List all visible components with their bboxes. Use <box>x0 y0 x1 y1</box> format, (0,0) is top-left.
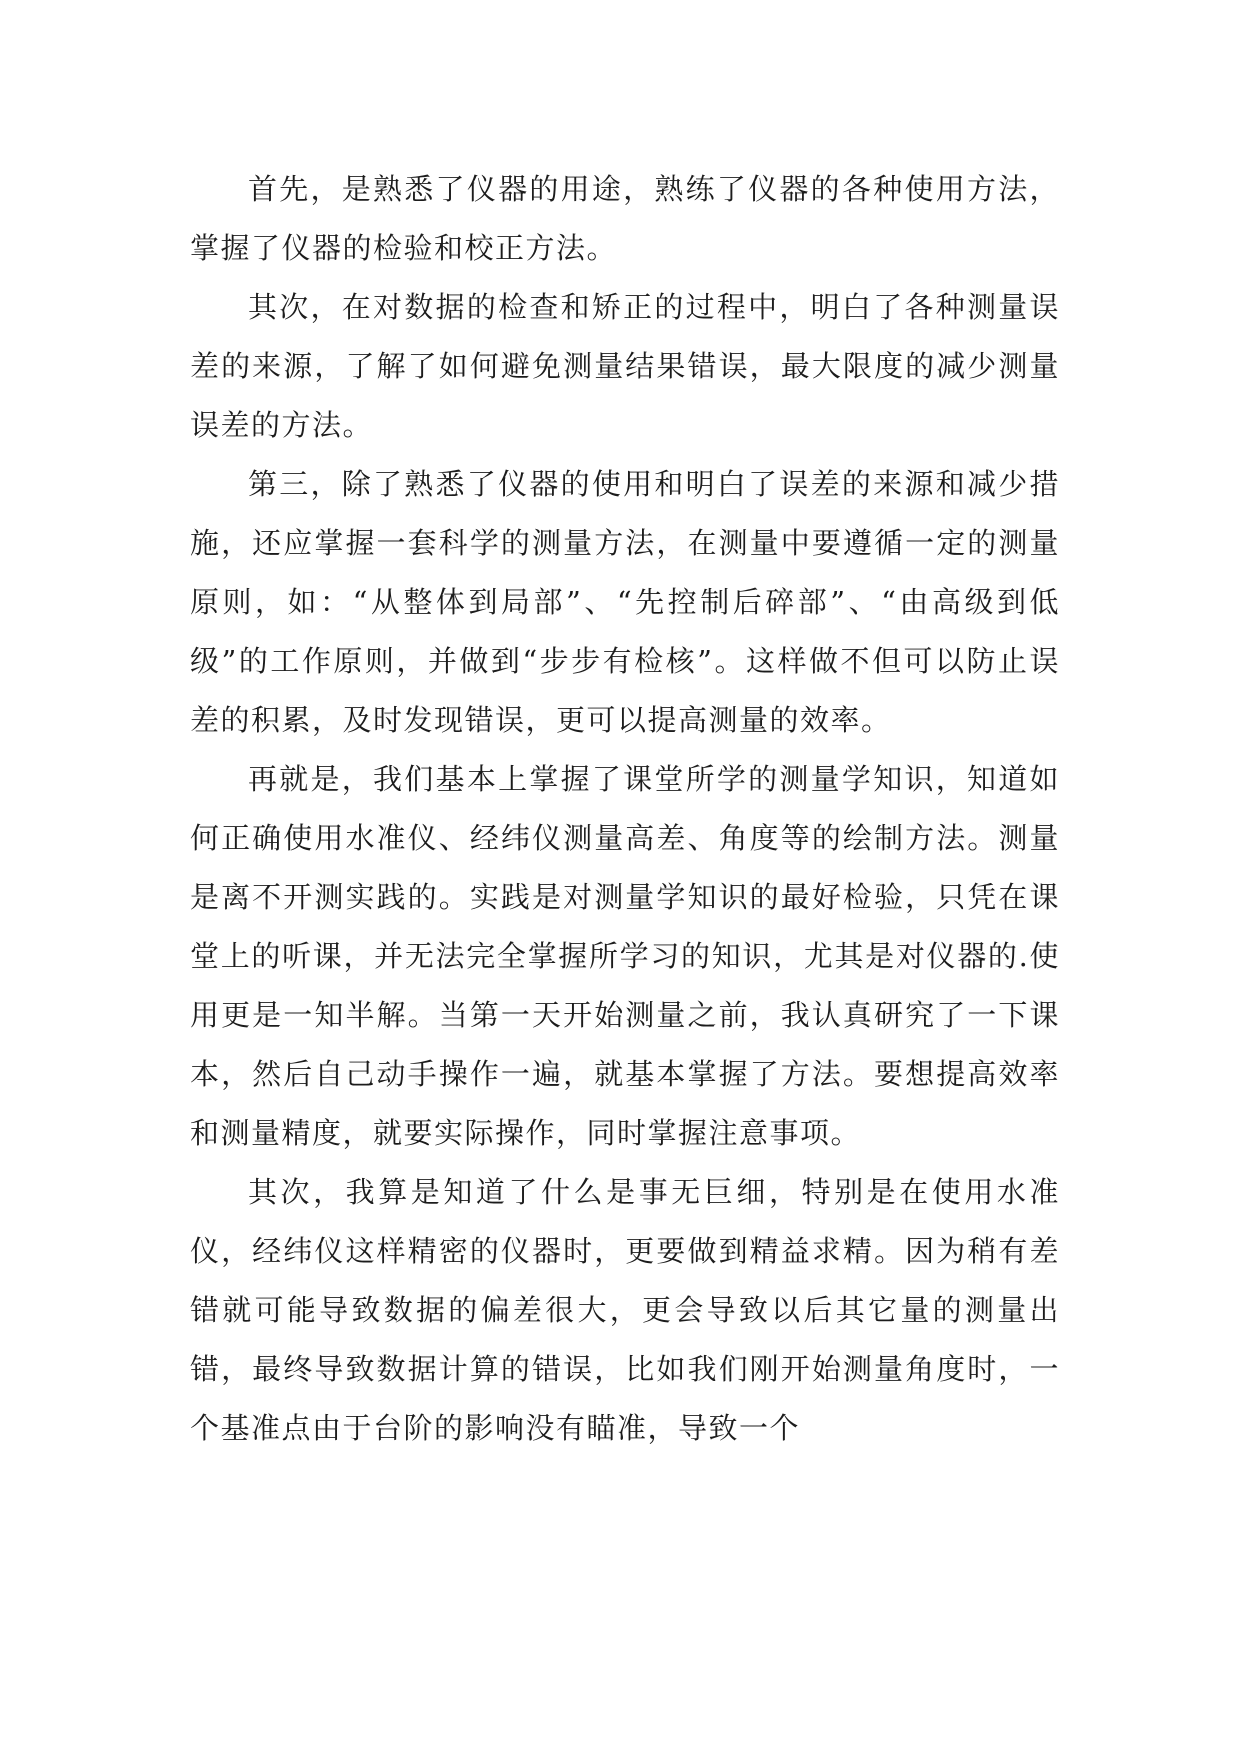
document-body <box>190 160 1060 1458</box>
paragraph-5: 其次，我算是知道了什么是事无巨细，特别是在使用水准仪，经纬仪这样精密的仪器时，更要做到精益求精。因为稍有差错就可能导致数据的偏差很大，更会导致以后其它量的测量出错，最终导致数据计算的错误，比如我们刚开始测量角度时，一个基准点由于台阶的影响没有瞄准，导致一个 <box>190 1175 1060 1445</box>
paragraph-3: 第三，除了熟悉了仪器的使用和明白了误差的来源和减少措施，还应掌握一套科学的测量方法，在测量中要遵循一定的测量原则，如：“从整体到局部”、“先控制后碎部”、“由高级到低级”的工作原则，并做到“步步有检核”。这样做不但可以防止误差的积累，及时发现错误，更可以提高测量的效率。 <box>190 467 1060 737</box>
paragraph-1: 首先，是熟悉了仪器的用途，熟练了仪器的各种使用方法，掌握了仪器的检验和校正方法。 <box>190 172 1060 265</box>
paragraph-2: 其次，在对数据的检查和矫正的过程中，明白了各种测量误差的来源，了解了如何避免测量结果错误，最大限度的减少测量误差的方法。 <box>190 290 1060 442</box>
paragraph-4: 再就是，我们基本上掌握了课堂所学的测量学知识，知道如何正确使用水准仪、经纬仪测量高差、角度等的绘制方法。测量是离不开测实践的。实践是对测量学知识的最好检验，只凭在课堂上的听课，并无法完全掌握所学习的知识，尤其是对仪器的.使用更是一知半解。当第一天开始测量之前，我认真研究了一下课本，然后自己动手操作一遍，就基本掌握了方法。要想提高效率和测量精度，就要实际操作，同时掌握注意事项。 <box>190 762 1060 1150</box>
